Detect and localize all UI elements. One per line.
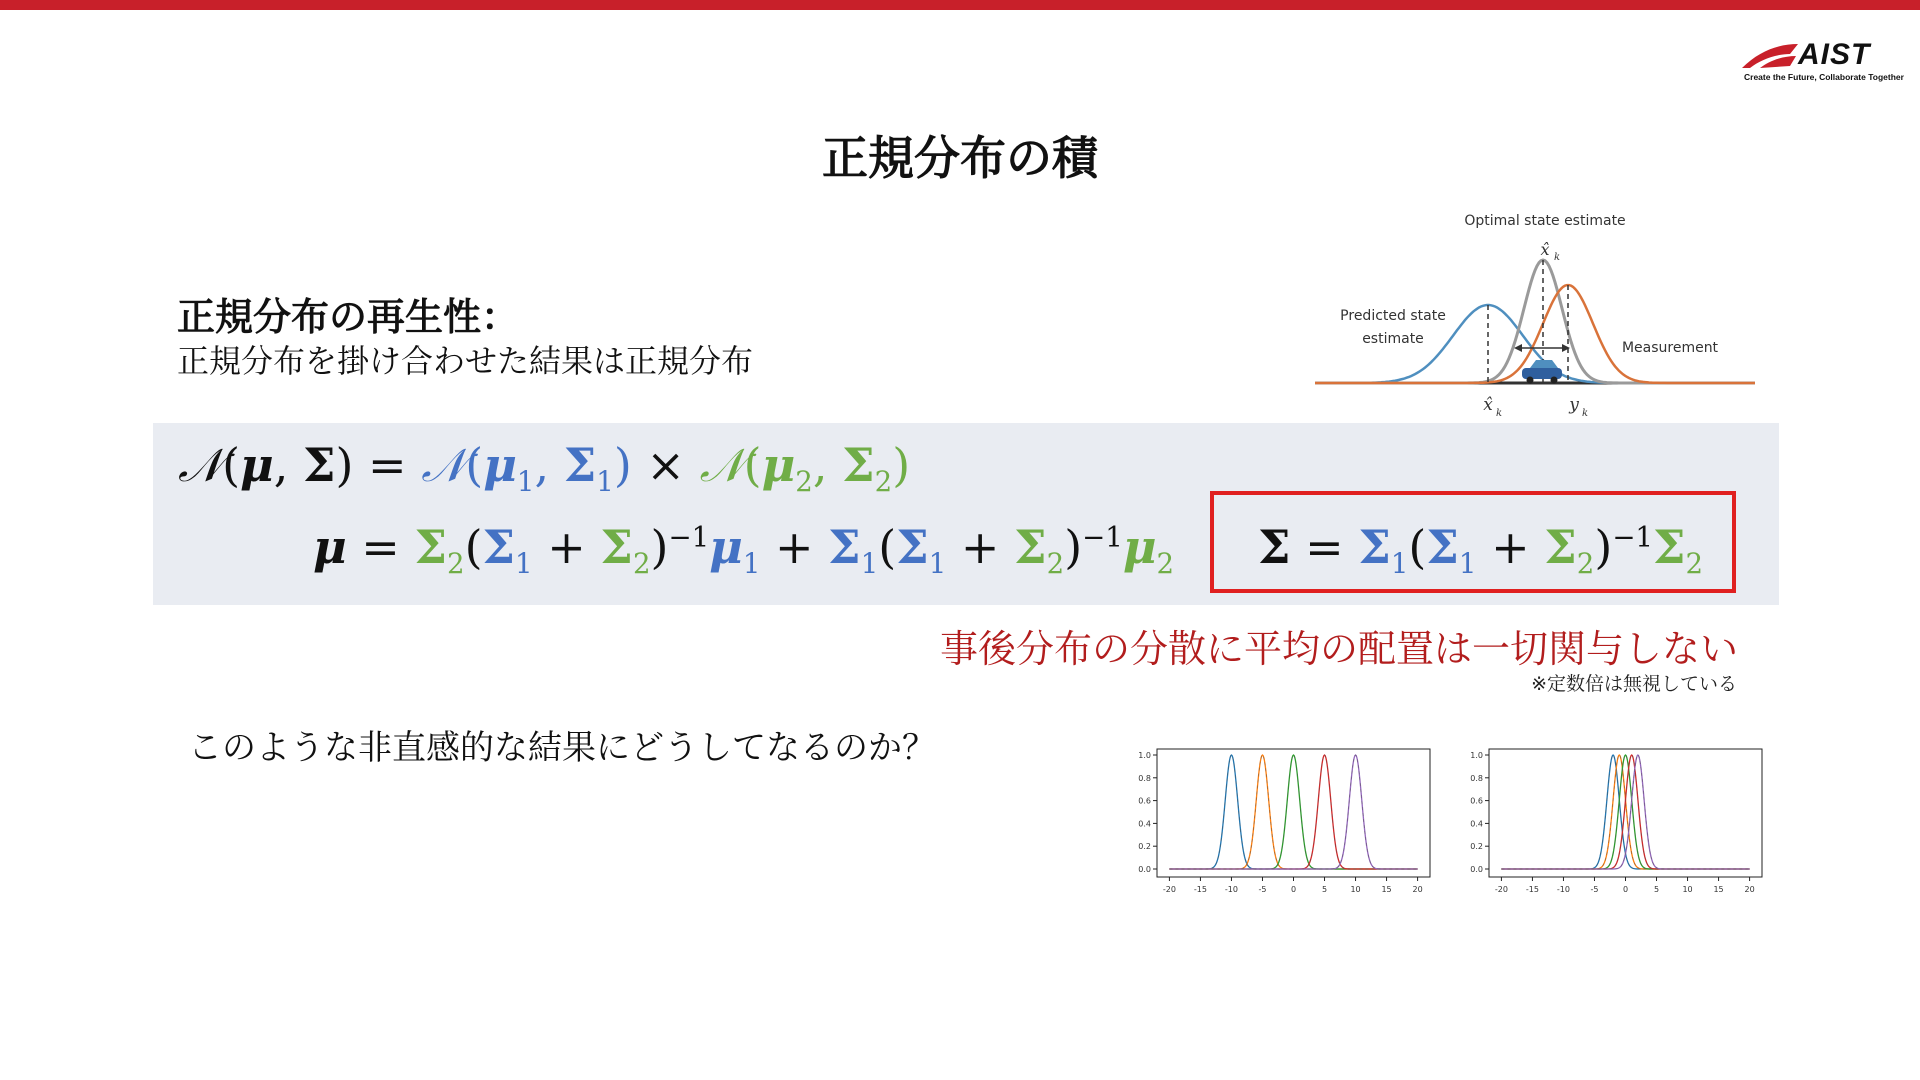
- x-tick-label: 20: [1412, 885, 1423, 894]
- y-tick-label: 0.4: [1470, 819, 1483, 829]
- equation-variance: $\Sigma = \Sigma_1(\Sigma_1 + \Sigma_2)^{-1}\Sigma_2$: [1258, 520, 1704, 581]
- x-tick-label: 20: [1744, 885, 1755, 894]
- predicted-label-1: Predicted state: [1340, 308, 1446, 324]
- y-tick-label: 0.6: [1470, 796, 1483, 806]
- x-tick-label: 5: [1321, 885, 1328, 894]
- logo-tagline: Create the Future, Collaborate Together: [1744, 72, 1904, 82]
- plot-frame: [1489, 749, 1762, 877]
- y-tick-label: 0.6: [1138, 796, 1151, 806]
- y-tick-label: 0.8: [1470, 773, 1483, 783]
- slide-title: 正規分布の積: [822, 131, 1098, 185]
- gaussian-series-dashed: [1169, 755, 1417, 869]
- gaussian-series-line: [1169, 755, 1417, 869]
- y-tick-label: 0.0: [1138, 865, 1151, 874]
- predicted-label-2: estimate: [1362, 331, 1424, 347]
- kalman-illustration: [1300, 205, 1770, 430]
- optimal-symbol: x̂: [1540, 240, 1550, 259]
- x-tick-label: -15: [1525, 885, 1539, 894]
- x-tick-label: 15: [1713, 885, 1724, 894]
- equation-mean: $\mu = \Sigma_2(\Sigma_1 + \Sigma_2)^{-1}\mu_1 + \Sigma_1(\Sigma_1 + \Sigma_2)^{-1}\mu_2$: [313, 520, 1175, 581]
- x-tick-label: 0: [1622, 885, 1629, 894]
- predicted-symbol: x̂: [1483, 395, 1493, 415]
- x-tick-label: 10: [1682, 885, 1693, 894]
- constant-note: ※定数倍は無視している: [1531, 673, 1737, 695]
- x-tick-label: -20: [1494, 885, 1508, 894]
- y-tick-label: 0.4: [1138, 819, 1151, 829]
- gaussian-series-dashed: [1169, 755, 1417, 869]
- optimal-label: Optimal state estimate: [1464, 213, 1626, 229]
- optimal-symbol-sub: k: [1554, 252, 1561, 263]
- x-tick-label: -5: [1590, 885, 1599, 894]
- measurement-symbol-sub: k: [1582, 408, 1589, 419]
- aist-logo: [1740, 38, 1904, 86]
- gaussian-series-line: [1169, 755, 1417, 869]
- plot-frame: [1157, 749, 1430, 877]
- top-accent-bar: [0, 0, 1920, 10]
- x-tick-label: -10: [1224, 885, 1238, 894]
- x-tick-label: 5: [1653, 885, 1660, 894]
- x-tick-label: -20: [1162, 885, 1176, 894]
- question-text: このような非直感的な結果にどうしてなるのか？: [188, 728, 936, 768]
- predicted-symbol-sub: k: [1496, 408, 1503, 419]
- gaussian-series-line: [1169, 755, 1417, 869]
- equation-product: 𝒩(μ, $\Sigma) = 𝒩(\mu_1$, $\Sigma_1$) × $𝒩(\mu_2$, $\Sigma_2$): [178, 438, 911, 499]
- measurement-symbol: y: [1569, 395, 1579, 415]
- gaussian-series-line: [1169, 755, 1417, 869]
- car-icon: [1522, 360, 1562, 384]
- subheading-description: 正規分布を掛け合わせた結果は正規分布: [177, 342, 754, 380]
- gaussian-series-line: [1501, 755, 1749, 869]
- logo-swoosh-icon: [1740, 40, 1800, 72]
- subheading: 正規分布の再生性：: [177, 295, 520, 339]
- gaussian-series-dashed: [1169, 755, 1417, 869]
- y-tick-label: 0.0: [1470, 865, 1483, 874]
- gaussian-plot-spread: [1130, 745, 1436, 905]
- gaussian-series-line: [1169, 755, 1417, 869]
- x-tick-label: -10: [1556, 885, 1570, 894]
- x-tick-label: 15: [1381, 885, 1392, 894]
- gaussian-plot-close: [1462, 745, 1768, 905]
- arrow-right-icon: [1562, 344, 1570, 352]
- variance-note: 事後分布の分散に平均の配置は一切関与しない: [939, 627, 1738, 671]
- gaussian-series-dashed: [1169, 755, 1417, 869]
- x-tick-label: 10: [1350, 885, 1361, 894]
- y-tick-label: 0.8: [1138, 773, 1151, 783]
- x-tick-label: 0: [1290, 885, 1297, 894]
- measurement-label: Measurement: [1621, 340, 1719, 356]
- logo-wordmark: AIST: [1798, 38, 1871, 71]
- gaussian-series-dashed: [1169, 755, 1417, 869]
- y-tick-label: 1.0: [1138, 751, 1151, 760]
- x-tick-label: -5: [1258, 885, 1267, 894]
- y-tick-label: 0.2: [1138, 842, 1151, 852]
- y-tick-label: 0.2: [1470, 842, 1483, 852]
- y-tick-label: 1.0: [1470, 751, 1483, 760]
- x-tick-label: -15: [1193, 885, 1207, 894]
